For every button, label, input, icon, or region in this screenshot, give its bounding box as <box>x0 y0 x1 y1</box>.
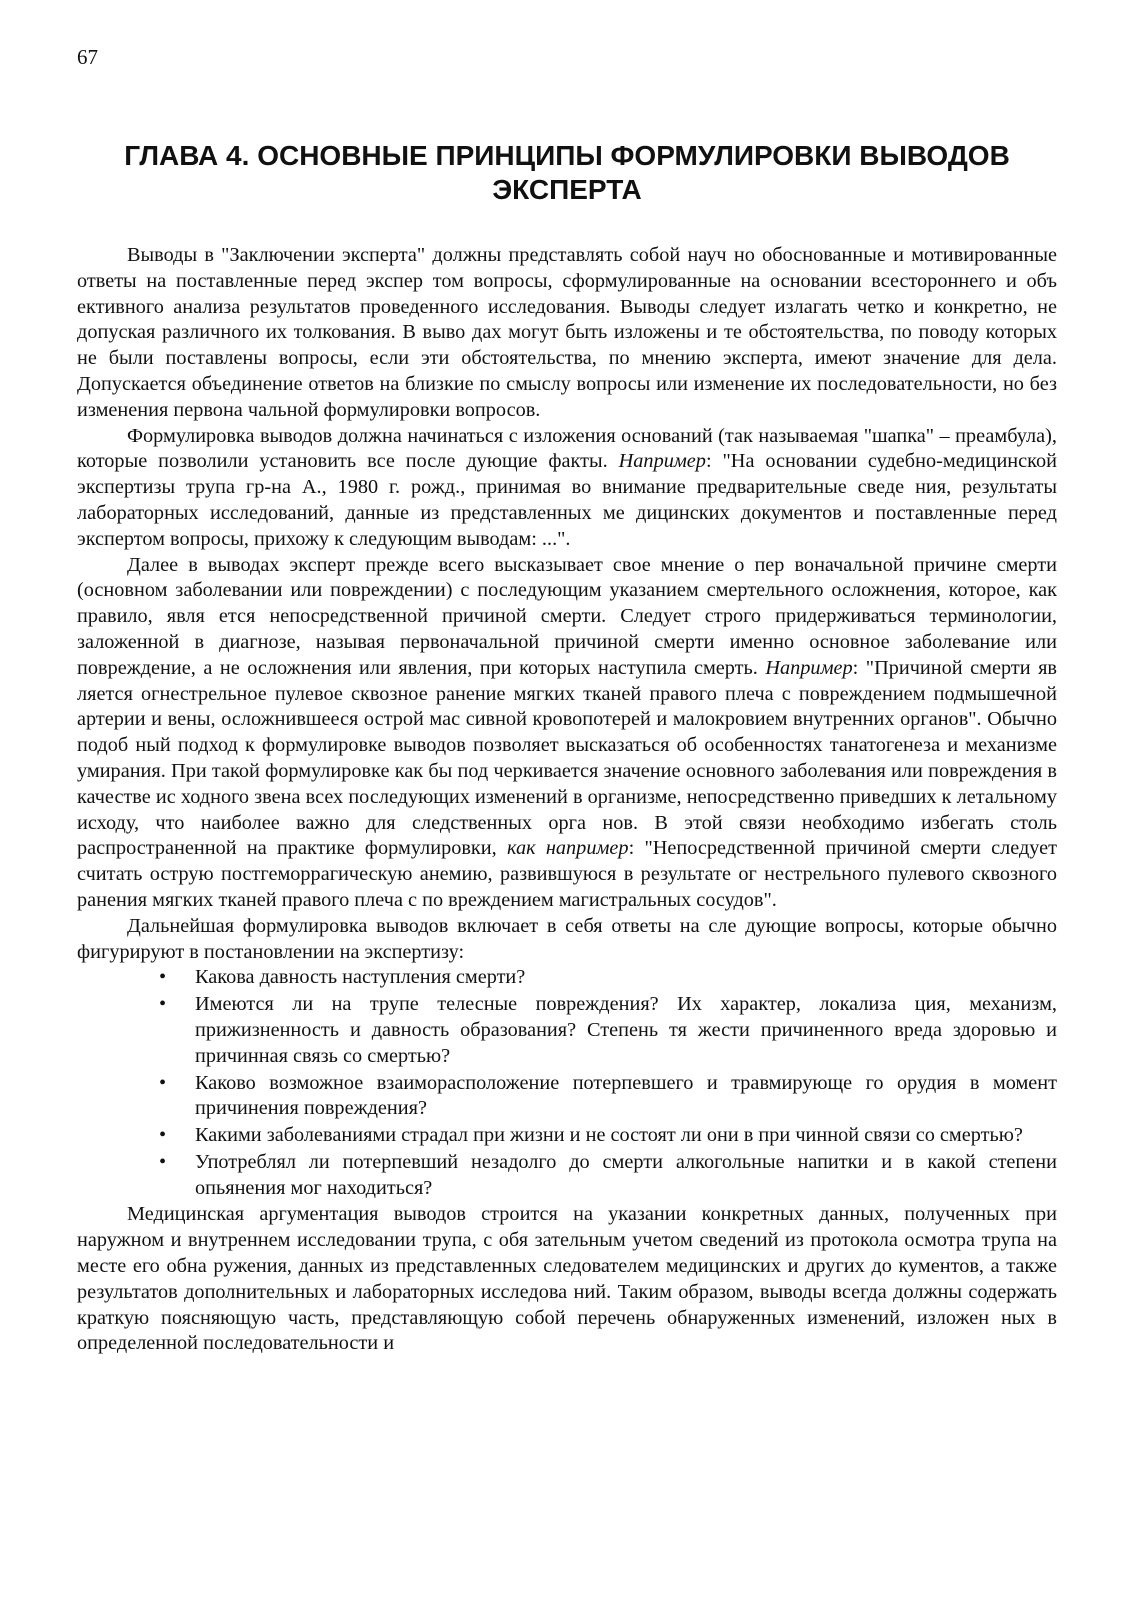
paragraph-3-emphasis-1: Например <box>765 656 853 679</box>
chapter-title-line-1: ГЛАВА 4. ОСНОВНЫЕ ПРИНЦИПЫ ФОРМУЛИРОВКИ ВЫВОДОВ <box>124 140 1010 171</box>
list-item <box>159 1123 1057 1149</box>
list-item <box>159 965 1057 991</box>
list-item-text: Каково возможное взаиморасположение потерпевшего и травмирующе го орудия в момент причинения повреждения? <box>195 1071 1057 1120</box>
paragraph-3-text-a: Далее в выводах эксперт прежде всего высказывает свое мнение о пер воначальной причине смерти (основном заболевании или повреждении) с последующим указанием смертельного осложнения, которое, как правило, явля ется непосредственной причиной смерти. Следует строго придерживаться терминологии, заложенной в диагнозе, называя первоначальной причиной смерти именно основное заболевание или повреждение, а не осложнения или явления, при которых наступила смерть. <box>77 553 1057 679</box>
bullet-icon: • <box>159 966 167 989</box>
bullet-icon: • <box>159 1150 167 1173</box>
paragraph-3-emphasis-2: как например <box>506 837 629 860</box>
list-item <box>159 1071 1057 1123</box>
list-item <box>159 992 1057 1069</box>
paragraph-3 <box>77 553 1057 914</box>
chapter-title <box>77 139 1057 207</box>
list-item-text: Какими заболеваниями страдал при жизни и не состоят ли они в при чинной связи со смертью? <box>195 1124 1023 1147</box>
bullet-icon: • <box>159 993 167 1016</box>
question-list <box>77 965 1057 1201</box>
bullet-icon: • <box>159 1124 167 1147</box>
body-text <box>77 243 1057 1357</box>
list-item <box>159 1150 1057 1202</box>
paragraph-2 <box>77 424 1057 553</box>
list-item-text: Употреблял ли потерпевший незадолго до смерти алкогольные напитки и в какой степени опьянения мог находиться? <box>195 1150 1057 1199</box>
paragraph-5: Медицинская аргументация выводов строится на указании конкретных данных, полученных при наружном и внутреннем исследовании трупа, с обя зательным учетом сведений из протокола осмотра трупа на месте его обна ружения, данных из представленных следователем медицинских и других до кументов, а также результатов дополнительных и лабораторных исследова ний. Таким образом, выводы всегда должны содержать краткую поясняющую часть, представляющую собой перечень обнаруженных изменений, изложен ных в определенной последовательности и <box>77 1203 1057 1355</box>
bullet-icon: • <box>159 1071 167 1094</box>
paragraph-2-text-a: Формулировка выводов должна начинаться с изложения оснований (так называемая "шапка" – преамбула), которые позволили установить все после дующие факты. <box>77 424 1057 473</box>
paragraph-3-text-b: : "Причиной смерти яв ляется огнестрельное пулевое сквозное ранение мягких тканей правого плеча с повреждением подмышечной артерии и вены, осложнившееся острой мас сивной кровопотерей и малокровием внутренних органов". Обычно подоб ный подход к формулировке выводов позволяет высказаться об особенностях танатогенеза и механизме умирания. При такой формулировке как бы под черкивается значение основного заболевания или повреждения в качестве ис ходного звена всех последующих изменений в организме, непосредственно приведших к летальному исходу, что наиболее важно для следственных орга нов. В этой связи необходимо избегать столь распространенной на практике формулировки, <box>77 656 1057 860</box>
paragraph-1: Выводы в "Заключении эксперта" должны представлять собой науч но обоснованные и мотивированные ответы на поставленные перед экспер том вопросы, сформулированные на основании всестороннего и объ ективного анализа результатов проведенного исследования. Выводы следует излагать четко и конкретно, не допуская различного их толкования. В выво дах могут быть изложены и те обстоятельства, по поводу которых не были поставлены вопросы, если эти обстоятельства, по мнению эксперта, имеют значение для дела. Допускается объединение ответов на близкие по смыслу вопросы или изменение их последовательности, но без изменения первона чальной формулировки вопросов. <box>77 244 1057 421</box>
paragraph-2-text-b: : "На основании судебно-медицинской экспертизы трупа гр-на А., 1980 г. рожд., принимая во внимание предварительные сведе ния, результаты лабораторных исследований, данные из представленных ме дицинских документов и поставленные перед экспертом вопросы, прихожу к следующим выводам: ...". <box>77 450 1057 550</box>
page-number: 67 <box>77 45 98 69</box>
paragraph-3-text-c: : "Непосредственной причиной смерти следует считать острую постгеморрагическую анемию, развившуюся в результате ог нестрельного пулевого сквозного ранения мягких тканей правого плеча с по вреждением магистральных сосудов". <box>77 837 1057 911</box>
paragraph-2-emphasis: Например <box>618 450 706 473</box>
list-item-text: Какова давность наступления смерти? <box>195 966 526 989</box>
paragraph-4: Дальнейшая формулировка выводов включает в себя ответы на сле дующие вопросы, которые обычно фигурируют в постановлении на экспертизу: <box>77 914 1057 963</box>
list-item-text: Имеются ли на трупе телесные повреждения? Их характер, локализа ция, механизм, прижизненность и давность образования? Степень тя жести причиненного вреда здоровью и причинная связь со смертью? <box>195 993 1057 1067</box>
chapter-title-line-2: ЭКСПЕРТА <box>492 174 642 205</box>
